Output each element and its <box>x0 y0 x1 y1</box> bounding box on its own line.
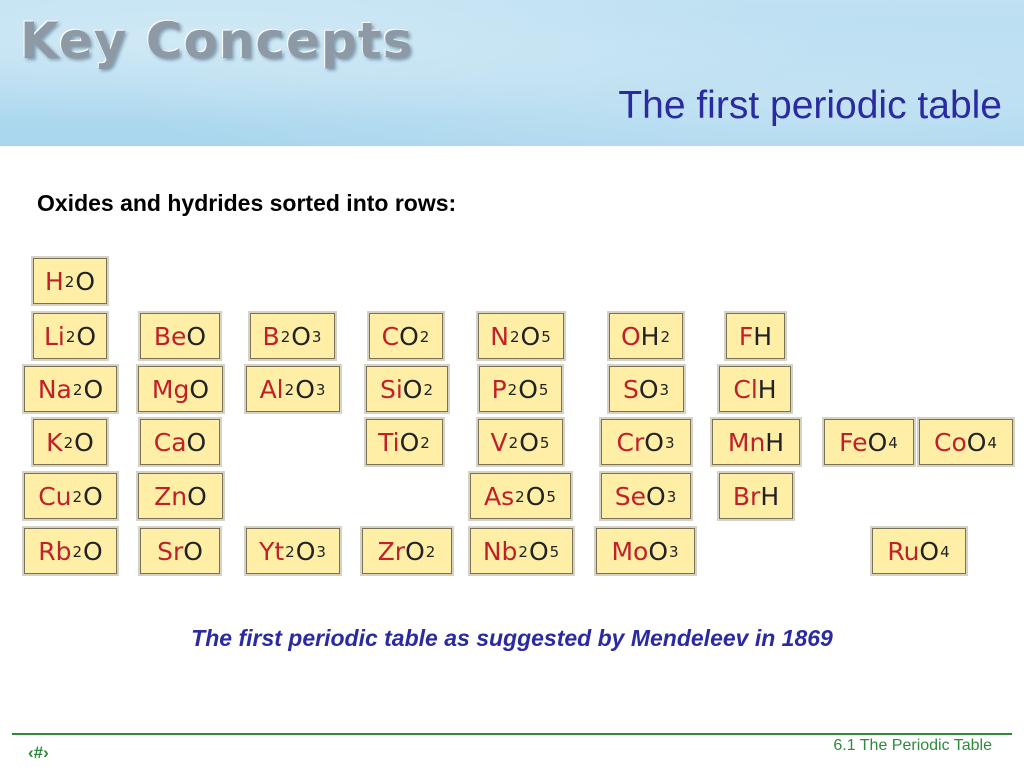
element-subscript: 2 <box>64 272 75 291</box>
element-symbol: C <box>381 321 400 351</box>
formula-cell <box>719 366 791 412</box>
partner-symbol: O <box>187 481 207 511</box>
formula-cell <box>140 419 220 465</box>
slide-title: The first periodic table <box>618 84 1002 127</box>
element-subscript: 2 <box>65 327 76 346</box>
partner-symbol: H <box>765 427 785 457</box>
partner-symbol: O <box>295 536 316 566</box>
element-symbol: N <box>490 321 509 351</box>
formula-cell <box>479 366 562 412</box>
partner-symbol: O <box>648 536 668 566</box>
element-symbol: Mg <box>151 374 190 404</box>
element-symbol: Ca <box>153 427 187 457</box>
partner-subscript: 4 <box>888 433 898 452</box>
partner-symbol: O <box>867 427 888 457</box>
element-symbol: Cu <box>38 481 72 511</box>
partner-subscript: 3 <box>666 487 677 506</box>
element-symbol: F <box>738 321 754 351</box>
formula-cell <box>824 419 914 465</box>
partner-symbol: O <box>518 374 538 404</box>
partner-symbol: O <box>519 427 539 457</box>
formula-cell <box>919 419 1013 465</box>
figure-caption: The first periodic table as suggested by Mendeleev in 1869 <box>191 625 833 651</box>
element-symbol: As <box>484 481 515 511</box>
partner-symbol: O <box>295 374 315 404</box>
element-symbol: P <box>491 374 507 404</box>
formula-cell <box>24 528 117 574</box>
formula-cell <box>601 473 691 519</box>
partner-subscript: 5 <box>539 433 550 452</box>
partner-subscript: 2 <box>420 433 430 452</box>
element-symbol: Ru <box>887 536 920 566</box>
partner-subscript: 2 <box>660 327 671 346</box>
element-subscript: 2 <box>284 380 295 399</box>
partner-subscript: 3 <box>315 380 326 399</box>
element-symbol: Cr <box>616 427 645 457</box>
formula-cell <box>33 419 107 465</box>
formula-cell <box>369 313 443 359</box>
formula-cell <box>140 313 220 359</box>
element-symbol: Al <box>259 374 284 404</box>
brand-title: Key Concepts <box>20 12 414 70</box>
element-symbol: Co <box>934 427 967 457</box>
element-symbol: Br <box>732 481 761 511</box>
formula-cell <box>470 473 571 519</box>
element-symbol: Ti <box>378 427 400 457</box>
partner-symbol: O <box>525 481 546 511</box>
element-symbol: Sr <box>157 536 184 566</box>
element-subscript: 2 <box>63 433 74 452</box>
formula-cell <box>596 528 695 574</box>
formula-cell <box>24 473 117 519</box>
formula-cell <box>609 366 684 412</box>
partner-symbol: H <box>640 321 660 351</box>
partner-subscript: 2 <box>425 542 436 561</box>
element-subscript: 2 <box>509 327 520 346</box>
element-symbol: Be <box>153 321 187 351</box>
partner-subscript: 3 <box>316 542 326 561</box>
element-symbol: Zr <box>377 536 406 566</box>
partner-symbol: O <box>186 321 207 351</box>
partner-symbol: O <box>644 427 664 457</box>
partner-subscript: 2 <box>419 327 430 346</box>
element-symbol: Na <box>37 374 72 404</box>
formula-cell <box>138 366 223 412</box>
partner-symbol: O <box>919 536 940 566</box>
partner-subscript: 3 <box>659 380 670 399</box>
element-subscript: 2 <box>72 487 83 506</box>
formula-cell <box>24 366 117 412</box>
partner-symbol: O <box>186 427 207 457</box>
partner-symbol: H <box>757 374 777 404</box>
element-symbol: Nb <box>482 536 518 566</box>
formula-cell <box>872 528 966 574</box>
slide-header <box>0 0 1024 146</box>
partner-symbol: O <box>402 374 423 404</box>
element-symbol: Fe <box>839 427 868 457</box>
partner-symbol: O <box>399 321 419 351</box>
formula-cell <box>712 419 800 465</box>
element-symbol: S <box>622 374 639 404</box>
partner-symbol: H <box>760 481 780 511</box>
partner-symbol: O <box>189 374 210 404</box>
formula-cell <box>726 313 785 359</box>
formula-cell <box>601 419 691 465</box>
element-symbol: H <box>44 266 64 296</box>
element-subscript: 2 <box>507 380 518 399</box>
formula-cell <box>246 528 340 574</box>
partner-subscript: 2 <box>423 380 434 399</box>
partner-subscript: 5 <box>546 487 556 506</box>
formula-cell <box>138 473 223 519</box>
partner-symbol: O <box>399 427 420 457</box>
element-subscript: 2 <box>72 542 83 561</box>
partner-subscript: 5 <box>549 542 560 561</box>
formula-cell <box>719 473 793 519</box>
element-symbol: Li <box>43 321 65 351</box>
element-subscript: 2 <box>280 327 291 346</box>
element-symbol: Zn <box>154 481 188 511</box>
partner-subscript: 4 <box>987 433 997 452</box>
partner-symbol: O <box>646 481 666 511</box>
formula-cell <box>33 313 107 359</box>
formula-cell <box>33 258 107 304</box>
formula-cell <box>609 313 683 359</box>
partner-symbol: O <box>183 536 203 566</box>
partner-symbol: H <box>753 321 773 351</box>
footer-section: 6.1 The Periodic Table <box>833 737 992 754</box>
partner-subscript: 3 <box>311 327 322 346</box>
slide-number: ‹#› <box>28 743 49 762</box>
element-symbol: Mn <box>727 427 766 457</box>
formula-cell <box>366 366 448 412</box>
element-symbol: Mo <box>611 536 649 566</box>
partner-subscript: 5 <box>538 380 549 399</box>
partner-symbol: O <box>83 481 103 511</box>
partner-subscript: 4 <box>940 542 950 561</box>
element-symbol: O <box>620 321 641 351</box>
formula-cell <box>246 366 340 412</box>
partner-symbol: O <box>520 321 541 351</box>
formula-cell <box>140 528 220 574</box>
element-symbol: Yt <box>259 536 285 566</box>
formula-cell <box>478 419 563 465</box>
element-subscript: 2 <box>515 487 525 506</box>
partner-symbol: O <box>638 374 659 404</box>
element-symbol: B <box>262 321 280 351</box>
partner-symbol: O <box>291 321 311 351</box>
element-subscript: 2 <box>72 380 83 399</box>
partner-subscript: 5 <box>541 327 551 346</box>
element-symbol: V <box>490 427 508 457</box>
element-symbol: K <box>46 427 63 457</box>
partner-symbol: O <box>76 321 97 351</box>
element-symbol: Se <box>614 481 646 511</box>
formula-cell <box>250 313 335 359</box>
formula-cell <box>366 419 443 465</box>
section-subtitle: Oxides and hydrides sorted into rows: <box>37 190 457 216</box>
element-symbol: Si <box>379 374 403 404</box>
partner-symbol: O <box>528 536 549 566</box>
footer-divider <box>12 733 1012 735</box>
partner-subscript: 3 <box>669 542 679 561</box>
element-subscript: 2 <box>508 433 519 452</box>
element-symbol: Rb <box>38 536 72 566</box>
partner-symbol: O <box>75 266 96 296</box>
element-subscript: 2 <box>285 542 295 561</box>
partner-symbol: O <box>966 427 987 457</box>
element-symbol: Cl <box>733 374 758 404</box>
partner-symbol: O <box>83 374 104 404</box>
element-subscript: 2 <box>518 542 528 561</box>
partner-symbol: O <box>74 427 94 457</box>
formula-cell <box>362 528 452 574</box>
formula-cell <box>478 313 564 359</box>
partner-symbol: O <box>405 536 425 566</box>
partner-subscript: 3 <box>664 433 675 452</box>
partner-symbol: O <box>83 536 103 566</box>
formula-cell <box>470 528 573 574</box>
